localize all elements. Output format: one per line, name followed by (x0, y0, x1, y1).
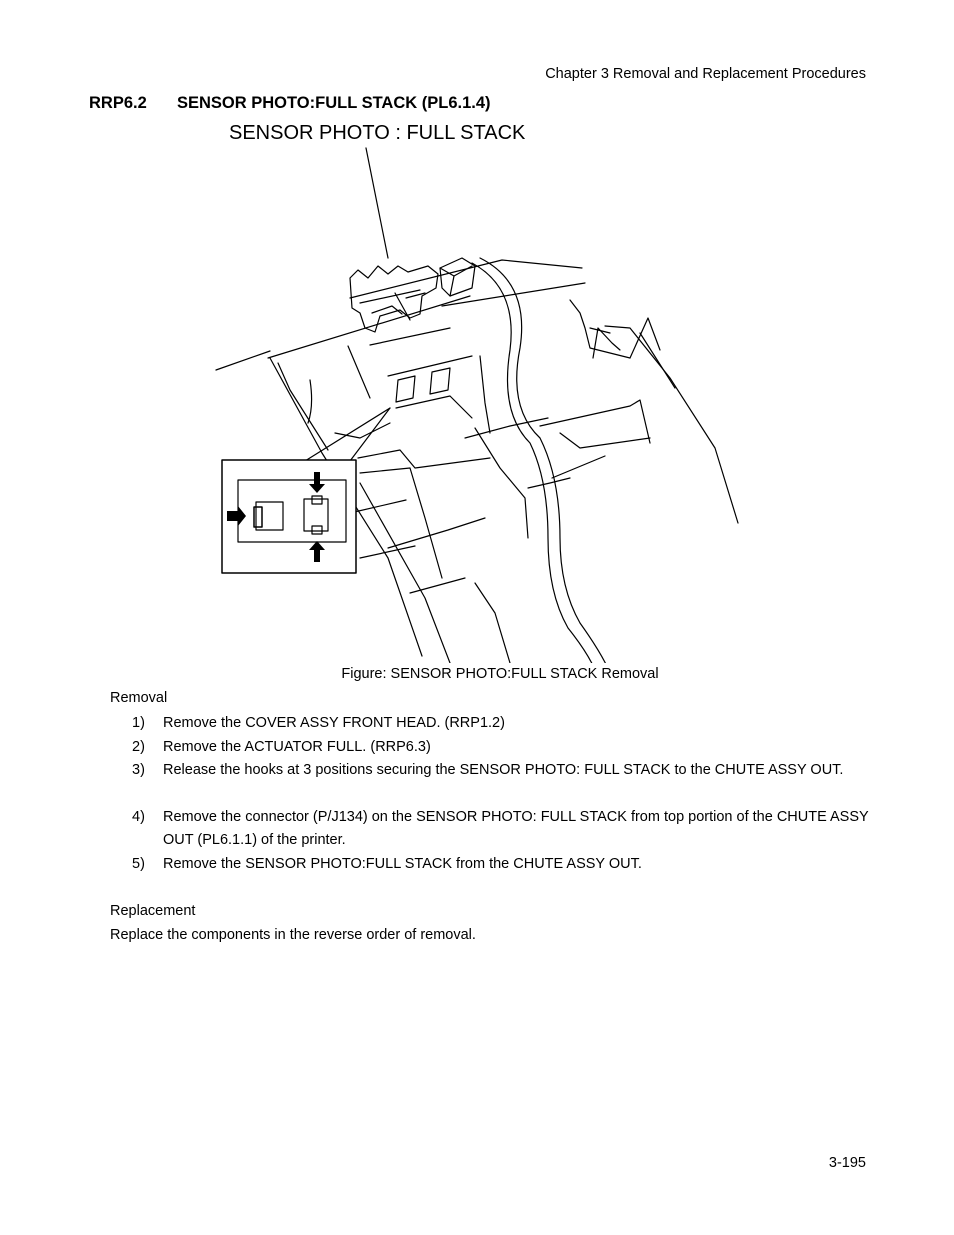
step-text: Remove the COVER ASSY FRONT HEAD. (RRP1.2) (163, 715, 505, 731)
removal-figure (210, 118, 750, 663)
step-number: 1) (132, 715, 145, 731)
section-title: SENSOR PHOTO:FULL STACK (PL6.1.4) (177, 94, 491, 112)
step-text: Remove the SENSOR PHOTO:FULL STACK from the CHUTE ASSY OUT. (163, 856, 642, 872)
step-number: 5) (132, 856, 145, 872)
page-header: Chapter 3 Removal and Replacement Procedures (545, 66, 866, 82)
replacement-text: Replace the components in the reverse order of removal. (110, 927, 476, 943)
step-text: Remove the ACTUATOR FULL. (RRP6.3) (163, 739, 431, 755)
page-number: 3-195 (828, 1155, 866, 1171)
section-number: RRP6.2 (89, 94, 147, 112)
figure-caption: Figure: SENSOR PHOTO:FULL STACK Removal (341, 666, 659, 682)
step-text: Release the hooks at 3 positions securing the SENSOR PHOTO: FULL STACK to the CHUTE ASSY OUT. (163, 762, 844, 778)
removal-heading: Removal (110, 690, 168, 706)
sensor-photo-illustration (210, 118, 750, 663)
step-number: 4) (132, 809, 145, 825)
step-number: 2) (132, 739, 145, 755)
step-number: 3) (132, 762, 145, 778)
step-text: Remove the connector (P/J134) on the SENSOR PHOTO: FULL STACK from top portion of the CHUTE ASSY OUT (PL6.1.1) of the printer. (163, 809, 869, 848)
replacement-heading: Replacement (110, 903, 196, 919)
figure-callout-label: SENSOR PHOTO : FULL STACK (229, 122, 526, 144)
